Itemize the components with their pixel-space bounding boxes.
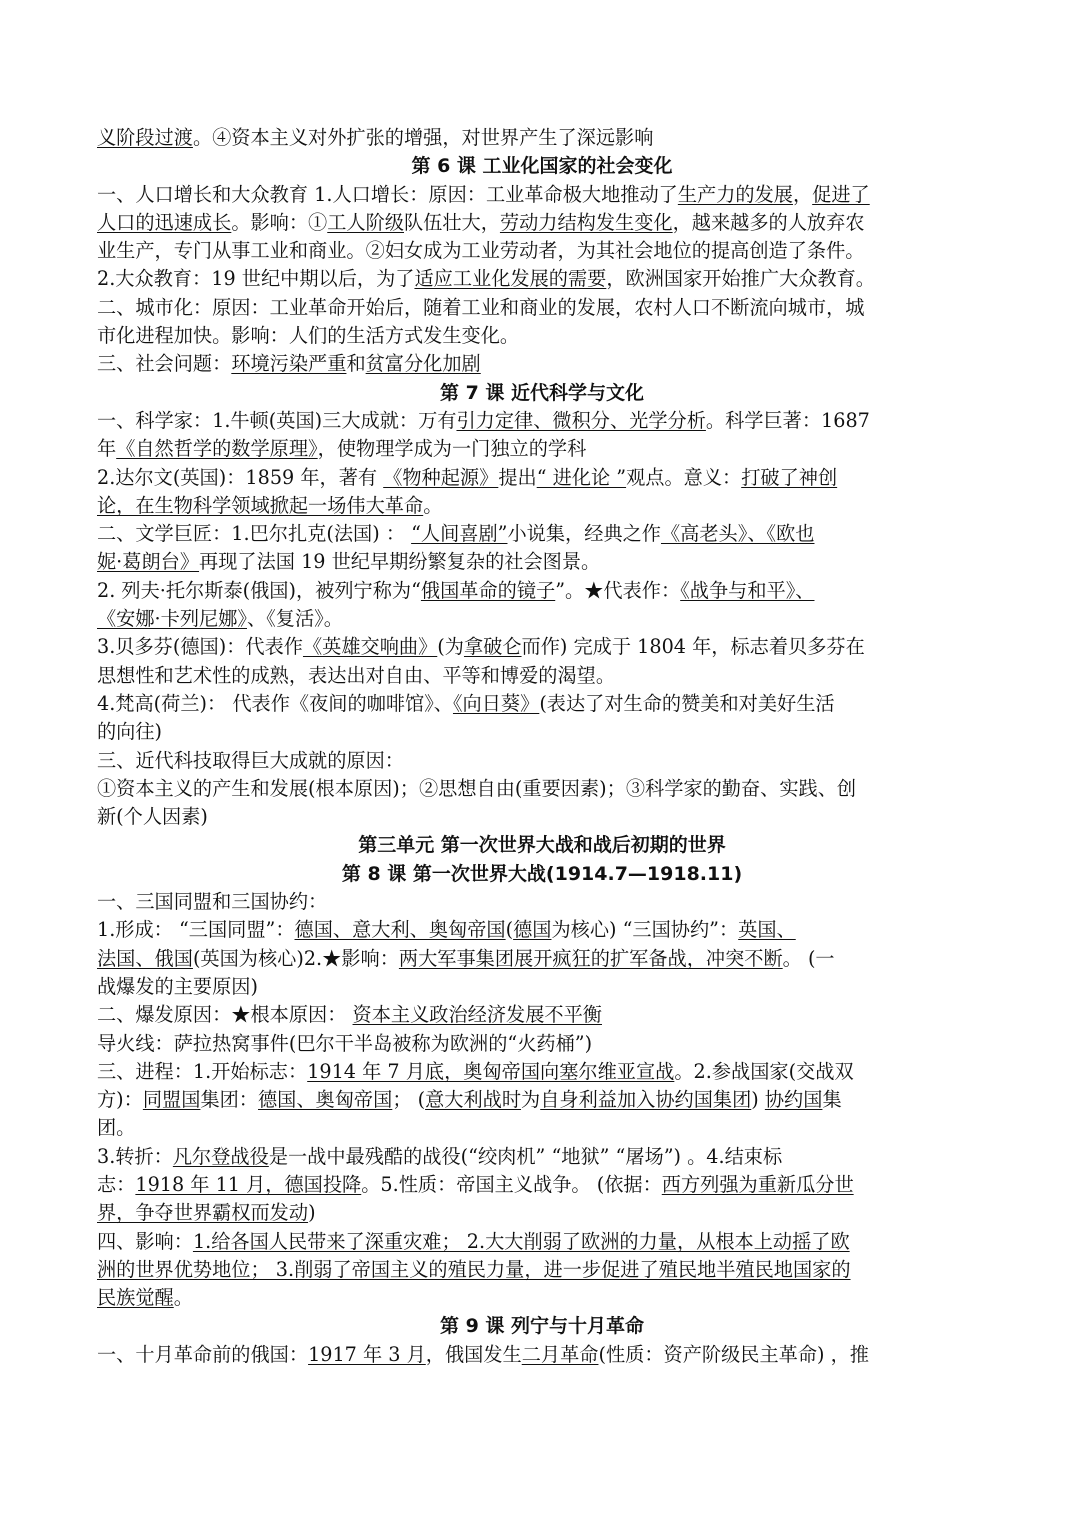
text-segment: 思想性和艺术性的成熟，表达出对自由、平等和博爱的渴望。 [97,663,616,687]
text-segment: ， [792,182,813,206]
text-segment: 4.梵高(荷兰)： 代表作《夜间的咖啡馆》、 [97,691,453,715]
text-line [97,265,987,293]
text-segment: 第 8 课 第一次世界大战(1914.7—1918.11) [341,862,743,885]
text-line [97,916,987,944]
text-segment: 3.贝多芬(德国)：代表作 [97,635,303,659]
text-segment: 一、十月革命前的俄国： [97,1342,309,1366]
text-segment: ，欧洲国家开始推广大众教育。 [606,267,875,291]
text-line [97,718,987,746]
underlined-text: 生产力的发展 [677,182,793,206]
text-segment: 三、进程：1.开始标志： [97,1059,308,1083]
text-line [97,1341,987,1369]
text-segment: 业生产，专门从事工业和商业。②妇女成为工业劳动者，为其社会地位的提高创造了条件。 [97,239,865,263]
text-segment: 。④资本主义对外扩张的增强，对世界产生了深远影响 [192,126,654,149]
text-line [97,294,987,322]
text-segment: 一、人口增长和大众教育 1.人口增长：原因：工业革命极大地推动了 [97,182,678,206]
underlined-text: 凡尔登战役 [172,1144,269,1168]
underlined-text: 二月革命 [521,1342,599,1366]
text-segment: ”。★代表作： [555,578,681,602]
text-line [97,690,987,718]
section-title [97,379,987,407]
underlined-text: 英国、 [738,918,796,942]
section-title [97,152,987,180]
text-line [97,1086,987,1114]
text-segment: 。 (一 [782,946,835,970]
text-segment: 而作) 完成于 1804 年，标志着贝多芬在 [521,635,865,659]
underlined-text: 自身利益加入协约国集团 [540,1088,752,1112]
text-line [97,1143,987,1171]
text-segment: 第 9 课 列宁与十月革命 [439,1315,645,1338]
text-line [97,520,987,548]
text-line [97,350,987,378]
underlined-text: “ 进化论 ” [536,465,627,489]
underlined-text: 《高老头》、《欧也 [660,522,815,546]
underlined-text: 促进了 [812,182,870,206]
text-line [97,407,987,435]
text-line [97,633,987,661]
underlined-text: 《向日葵》 [452,691,540,715]
text-segment: ，越来越多的人放弃农 [672,210,865,234]
text-segment: 提出 [498,465,537,489]
underlined-text: 资本主义政治经济发展不平衡 [352,1003,602,1027]
text-line [97,1199,987,1227]
underlined-text: 《英雄交响曲》 [302,635,438,659]
text-segment: 为 [521,1088,541,1112]
text-segment: ，俄国发生 [425,1342,522,1366]
underlined-text: 适应工业化发展的需要 [414,267,607,291]
text-segment: 和 [346,352,366,376]
text-line [97,973,987,1001]
text-segment: 为核心) “三国协约”： [551,918,739,942]
underlined-text: 《物种起源》 [383,465,499,489]
text-segment: ) [308,1201,316,1225]
text-line [97,775,987,803]
text-segment: 的向往) [97,720,163,744]
text-segment: (英国为核心)2.★影响： [192,946,399,970]
text-segment: 一、三国同盟和三国协约： [97,890,328,914]
underlined-text: 引力定律、微积分、光学分析 [456,408,706,432]
section-title [97,831,987,859]
underlined-text: 论，在生物科学领域掀起一场伟大革命 [97,493,424,517]
text-line [97,181,987,209]
text-segment: 二、文学巨匠：1.巴尔扎克(法国) ： [97,522,412,546]
underlined-text: 洲的世界优势地位； 3.削弱了帝国主义的殖民力量，进一步促进了殖民地半殖民地国家的 [97,1257,851,1281]
underlined-text: 环境污染严重 [231,352,347,376]
text-line [97,492,987,520]
text-segment: 再现了法国 19 世纪早期纷繁复杂的社会图景。 [199,550,601,574]
underlined-text: 贫富分化加剧 [365,352,481,376]
text-segment: 。科学巨著：1687 [705,408,870,432]
text-line [97,803,987,831]
text-line [97,1058,987,1086]
text-segment: ，使物理学成为一门独立的学科 [317,437,587,461]
text-segment: 队伍壮大， [404,210,500,234]
underlined-text: 妮·葛朗台》 [97,550,200,574]
underlined-text: 界，争夺世界霸权而发动 [97,1201,309,1225]
underlined-text: 拿破仑 [463,635,522,659]
text-line [97,1284,987,1312]
underlined-text: 义阶段过渡 [97,126,193,149]
underlined-text: 同盟国 [142,1088,201,1112]
text-segment: 。 [423,493,443,517]
underlined-text: 俄国革命的镜子 [420,578,556,602]
text-segment: 一、科学家：1.牛顿(英国)三大成就：万有 [97,408,457,432]
text-line [97,435,987,463]
text-segment: 市化进程加快。影响：人们的生活方式发生变化。 [97,324,520,348]
text-segment: 2. 列夫·托尔斯泰(俄国)，被列宁称为“ [97,578,421,602]
text-line [97,124,987,152]
text-line [97,1114,987,1142]
underlined-text: 西方列强为重新瓜分世 [661,1172,854,1196]
underlined-text: 《安娜·卡列尼娜》 [97,607,247,631]
text-segment: (为 [437,635,464,659]
underlined-text: 德国、奥匈帝国 [258,1088,393,1112]
text-segment: 2.达尔文(英国)：1859 年，著有 [97,465,384,489]
text-line [97,662,987,690]
section-title [97,1312,987,1340]
text-segment: 集团： [200,1088,258,1112]
underlined-text: 劳动力结构发生变化 [499,210,673,234]
text-segment: 观点。意义： [626,465,742,489]
underlined-text: 协约国 [764,1088,823,1112]
text-segment: (表达了对生命的赞美和对美好生活 [539,691,835,715]
underlined-text: 1914 年 7 月底，奥匈帝国向塞尔维亚宣战 [307,1059,675,1083]
text-segment: 四、影响： [97,1229,193,1253]
underlined-text: 人口的迅速成长 [97,210,232,234]
underlined-text: 《自然哲学的数学原理》 [116,437,318,461]
underlined-text: 工人阶级 [327,210,404,234]
underlined-text: 打破了神创 [741,465,838,489]
text-segment: 、《复活》。 [247,607,343,631]
text-line [97,322,987,350]
section-title [97,860,987,888]
text-segment: (性质：资产阶级民主革命) ，推 [598,1342,869,1366]
text-line [97,1256,987,1284]
text-line [97,888,987,916]
underlined-text: 德国 [513,918,552,942]
text-line [97,548,987,576]
text-line [97,1030,987,1058]
text-line [97,209,987,237]
underlined-text: 1918 年 11 月，德国投降 [135,1172,362,1196]
text-segment: 2.大众教育：19 世纪中期以后，为了 [97,267,415,291]
text-segment: 1.形成： “三国同盟”： [97,918,295,942]
text-segment: ) [751,1088,765,1112]
text-line [97,605,987,633]
text-line [97,1001,987,1029]
text-segment: 年 [97,437,117,461]
text-segment: 战爆发的主要原因) [97,974,258,998]
underlined-text: 《战争与和平》、 [680,578,815,602]
text-line [97,747,987,775]
text-segment: 。 [173,1286,193,1310]
text-segment: 二、城市化：原因：工业革命开始后，随着工业和商业的发展，农村人口不断流向城市，城 [97,295,865,319]
text-segment: 是一战中最残酷的战役(“绞肉机” “地狱” “屠场”) 。4.结束标 [268,1144,783,1168]
underlined-text: 德国、意大利、奥匈帝国 [294,918,506,942]
text-line [97,237,987,265]
document-page [97,124,987,1369]
text-segment: 志： [97,1172,136,1196]
text-line [97,1171,987,1199]
text-segment: 三、近代科技取得巨大成就的原因： [97,748,404,772]
text-segment: 第 7 课 近代科学与文化 [439,381,645,404]
text-segment: 。2.参战国家(交战双 [674,1059,854,1083]
underlined-text: 1917 年 3 月 [308,1342,426,1366]
text-segment: 导火线：萨拉热窝事件(巴尔干半岛被称为欧洲的“火药桶”) [97,1031,593,1055]
text-segment: ①资本主义的产生和发展(根本原因)；②思想自由(重要因素)；③科学家的勤奋、实践、创 [97,776,857,800]
text-segment: 第三单元 第一次世界大战和战后初期的世界 [358,834,726,857]
text-segment: 二、爆发原因：★根本原因： [97,1003,353,1027]
text-segment: 方)： [97,1088,143,1112]
text-segment: 集 [822,1088,842,1112]
text-line [97,945,987,973]
text-line [97,577,987,605]
text-segment: 。影响：① [231,210,328,234]
text-segment: 第 6 课 工业化国家的社会变化 [411,155,673,178]
underlined-text: 1.给各国人民带来了深重灾难； 2.大大削弱了欧洲的力量，从根本上动摇了欧 [192,1229,850,1253]
text-line [97,464,987,492]
text-line [97,1228,987,1256]
text-segment: ； ( [392,1088,426,1112]
text-segment: 新(个人因素) [97,805,208,829]
text-segment: 三、社会问题： [97,352,232,376]
text-segment: 3.转折： [97,1144,173,1168]
text-segment: ( [505,918,514,942]
underlined-text: 意大利战时 [425,1088,522,1112]
underlined-text: “人间喜剧” [411,522,508,546]
text-segment: 小说集，经典之作 [507,522,661,546]
text-segment: 团。 [97,1116,136,1140]
text-segment: 。5.性质：帝国主义战争。 (依据： [361,1172,662,1196]
underlined-text: 两大军事集团展开疯狂的扩军备战，冲突不断 [398,946,783,970]
underlined-text: 民族觉醒 [97,1286,174,1310]
underlined-text: 法国、俄国 [97,946,193,970]
